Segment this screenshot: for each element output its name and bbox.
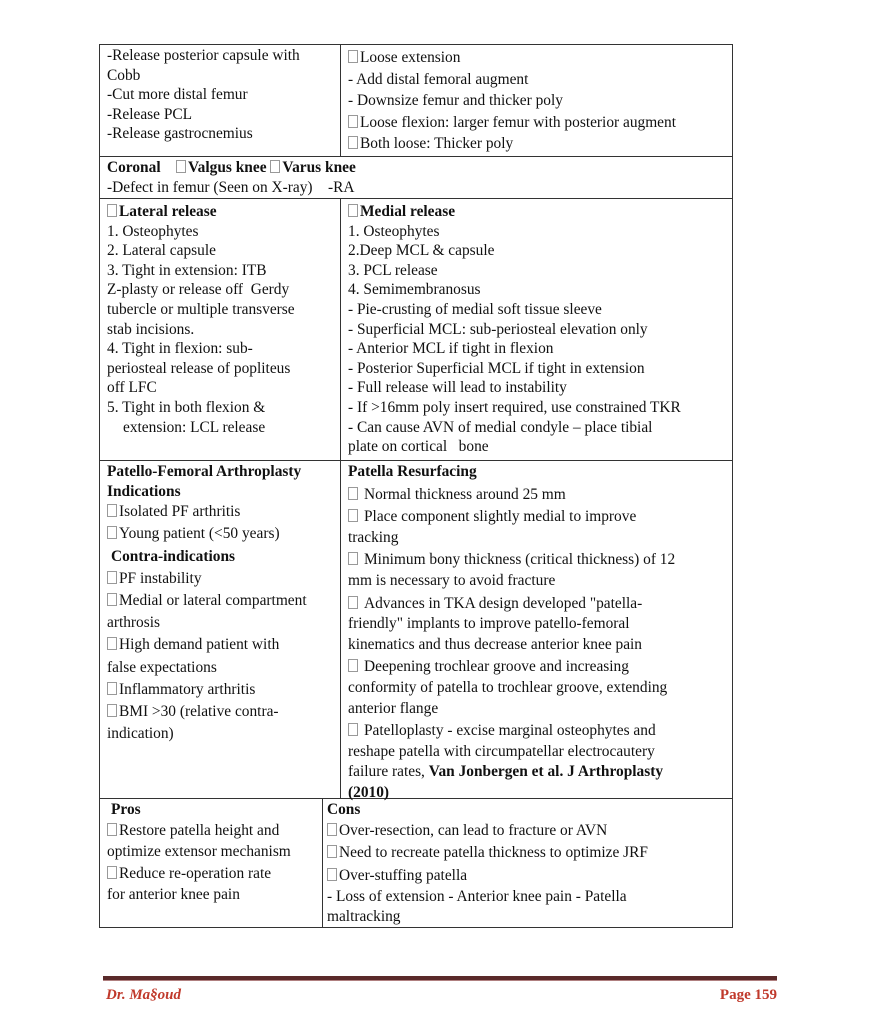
checkbox-glyph-icon bbox=[107, 204, 117, 217]
row-releases bbox=[100, 199, 732, 461]
checkbox-glyph-icon bbox=[107, 571, 117, 584]
cell-pros bbox=[100, 799, 323, 927]
cell-patella-resurfacing bbox=[341, 461, 732, 801]
text-line: Z-plasty or release off Gerdy bbox=[107, 281, 290, 299]
resurfacing-item: Patelloplasty - excise marginal osteophytes and reshape patella with circumpatellar electrocautery failure rates, Van Jonbergen et al. J Arthroplasty (2010) bbox=[348, 722, 664, 801]
checkbox-glyph-icon bbox=[107, 637, 117, 650]
coronal-subline: -Defect in femur (Seen on X-ray) -RA bbox=[107, 178, 355, 196]
text-line: - Add distal femoral augment bbox=[348, 70, 529, 88]
contra-item: Inflammatory arthritis bbox=[107, 679, 334, 701]
row-sagittal-fixes bbox=[100, 45, 732, 157]
contraindications-title: Contra-indications bbox=[111, 547, 235, 565]
text-line: - Full release will lead to instability bbox=[348, 379, 567, 397]
checkbox-glyph-icon bbox=[327, 868, 337, 881]
text-line: - Anterior MCL if tight in flexion bbox=[348, 340, 554, 358]
text-line: - Can cause AVN of medial condyle – place tibial bbox=[348, 418, 653, 436]
resurfacing-item: Deepening trochlear groove and increasing conformity of patella to trochlear groove, extending anterior flange bbox=[348, 658, 668, 717]
text-line: off LFC bbox=[107, 379, 157, 397]
checkbox-glyph-icon bbox=[348, 487, 358, 500]
checkbox-glyph-icon bbox=[327, 823, 337, 836]
pros-item: Reduce re-operation rate for anterior knee pain bbox=[107, 864, 272, 904]
indication-item: Isolated PF arthritis bbox=[107, 501, 334, 523]
cell-cons bbox=[323, 799, 732, 927]
text-line: 3. PCL release bbox=[348, 261, 438, 279]
medial-release-title: Medial release bbox=[348, 202, 726, 222]
checkbox-glyph-icon bbox=[107, 823, 117, 836]
citation: Van Jonbergen et al. J Arthroplasty bbox=[428, 763, 664, 781]
checkbox-glyph-icon bbox=[348, 552, 358, 565]
checkbox-glyph-icon bbox=[107, 682, 117, 695]
checkbox-glyph-icon bbox=[107, 526, 117, 539]
checkbox-glyph-icon bbox=[348, 115, 358, 128]
text-line: plate on cortical bone bbox=[348, 438, 489, 456]
text-line: 2. Lateral capsule bbox=[107, 242, 216, 260]
notes-table bbox=[99, 44, 733, 928]
checkbox-glyph-icon bbox=[348, 509, 358, 522]
resurfacing-item: Minimum bony thickness (critical thickness) of 12 mm is necessary to avoid fracture bbox=[348, 551, 676, 589]
resurfacing-item: Normal thickness around 25 mm bbox=[348, 485, 726, 506]
text-line: - Posterior Superficial MCL if tight in extension bbox=[348, 359, 645, 377]
checkbox-glyph-icon bbox=[348, 136, 358, 149]
cell-pfa-indications bbox=[100, 461, 341, 798]
bullet-item: Loose extension bbox=[348, 48, 726, 68]
text-line: - If >16mm poly insert required, use constrained TKR bbox=[348, 398, 681, 416]
cons-item: Over-resection, can lead to fracture or AVN bbox=[327, 820, 726, 843]
checkbox-glyph-icon bbox=[270, 160, 280, 173]
text-line: 3. Tight in extension: ITB bbox=[107, 261, 267, 279]
text-line: - Superficial MCL: sub-periosteal elevation only bbox=[348, 320, 648, 338]
patella-resurfacing-title: Patella Resurfacing bbox=[348, 463, 477, 480]
cell-medial-release bbox=[341, 199, 732, 460]
text-line: 1. Osteophytes bbox=[348, 222, 440, 240]
row-coronal bbox=[100, 157, 732, 199]
text-line: - Pie-crusting of medial soft tissue sleeve bbox=[348, 300, 602, 318]
cell-lateral-release bbox=[100, 199, 341, 460]
contra-item: BMI >30 (relative contra- indication) bbox=[107, 703, 279, 743]
text-line: -Release posterior capsule with bbox=[107, 47, 300, 64]
text-line: Cobb bbox=[107, 66, 141, 84]
row-patellofemoral bbox=[100, 461, 732, 799]
checkbox-glyph-icon bbox=[348, 50, 358, 63]
cell-loose-gap-options bbox=[341, 45, 732, 156]
page-number: Page 159 bbox=[719, 987, 777, 1003]
cons-title: Cons bbox=[327, 801, 361, 818]
bullet-item: Both loose: Thicker poly bbox=[348, 134, 726, 154]
text-line: -Cut more distal femur bbox=[107, 86, 248, 104]
checkbox-glyph-icon bbox=[327, 845, 337, 858]
cons-item: Over-stuffing patella bbox=[327, 865, 726, 888]
text-line: 4. Semimembranosus bbox=[348, 281, 481, 299]
text-line: 1. Osteophytes bbox=[107, 222, 199, 240]
checkbox-glyph-icon bbox=[348, 204, 358, 217]
indication-item: Young patient (<50 years) bbox=[107, 523, 334, 545]
row-pros-cons bbox=[100, 799, 732, 928]
checkbox-glyph-icon bbox=[348, 723, 358, 736]
text-line: - Loss of extension - Anterior knee pain - Patella bbox=[327, 888, 627, 906]
text-line: - Downsize femur and thicker poly bbox=[348, 92, 563, 110]
checkbox-glyph-icon bbox=[348, 659, 358, 672]
cell-coronal-heading bbox=[100, 157, 732, 198]
text-line: -Release PCL bbox=[107, 105, 193, 123]
text-line: periosteal release of popliteus bbox=[107, 359, 291, 377]
checkbox-glyph-icon bbox=[107, 504, 117, 517]
text-line: 2.Deep MCL & capsule bbox=[348, 242, 495, 260]
footer-rule bbox=[103, 976, 777, 981]
text-line: stab incisions. bbox=[107, 320, 195, 338]
resurfacing-item: Place component slightly medial to improve tracking bbox=[348, 508, 637, 546]
contra-item: PF instability bbox=[107, 568, 334, 590]
text-line: maltracking bbox=[327, 907, 401, 925]
cons-item: Need to recreate patella thickness to optimize JRF bbox=[327, 842, 726, 865]
checkbox-glyph-icon bbox=[107, 593, 117, 606]
text-line: tubercle or multiple transverse bbox=[107, 300, 295, 318]
checkbox-glyph-icon bbox=[176, 160, 186, 173]
text-line: -Release gastrocnemius bbox=[107, 125, 253, 143]
pros-title: Pros bbox=[111, 801, 141, 818]
page-footer bbox=[103, 976, 777, 1006]
text-line: extension: LCL release bbox=[123, 418, 266, 436]
pros-item: Restore patella height and optimize extensor mechanism bbox=[107, 821, 291, 861]
author-name: Dr. Ma§oud bbox=[106, 987, 182, 1003]
text-line: 5. Tight in both flexion & bbox=[107, 398, 266, 416]
checkbox-glyph-icon bbox=[348, 596, 358, 609]
contra-item: Medial or lateral compartment arthrosis bbox=[107, 592, 307, 632]
bullet-item: Loose flexion: larger femur with posterior augment bbox=[348, 113, 726, 133]
indications-title: Indications bbox=[107, 482, 181, 500]
checkbox-glyph-icon bbox=[107, 704, 117, 717]
contra-item: High demand patient with false expectations bbox=[107, 636, 280, 676]
text-line: 4. Tight in flexion: sub- bbox=[107, 340, 253, 358]
checkbox-glyph-icon bbox=[107, 866, 117, 879]
pfa-title: Patello-Femoral Arthroplasty bbox=[107, 463, 302, 480]
cell-tight-extension-steps bbox=[100, 45, 341, 156]
citation-year: (2010) bbox=[348, 783, 390, 801]
resurfacing-item: Advances in TKA design developed "patella- friendly" implants to improve patello-femoral kinematics and thus decrease anterior knee pain bbox=[348, 594, 643, 653]
coronal-heading: Coronal Valgus knee Varus knee bbox=[107, 159, 356, 176]
lateral-release-title: Lateral release bbox=[107, 202, 334, 222]
